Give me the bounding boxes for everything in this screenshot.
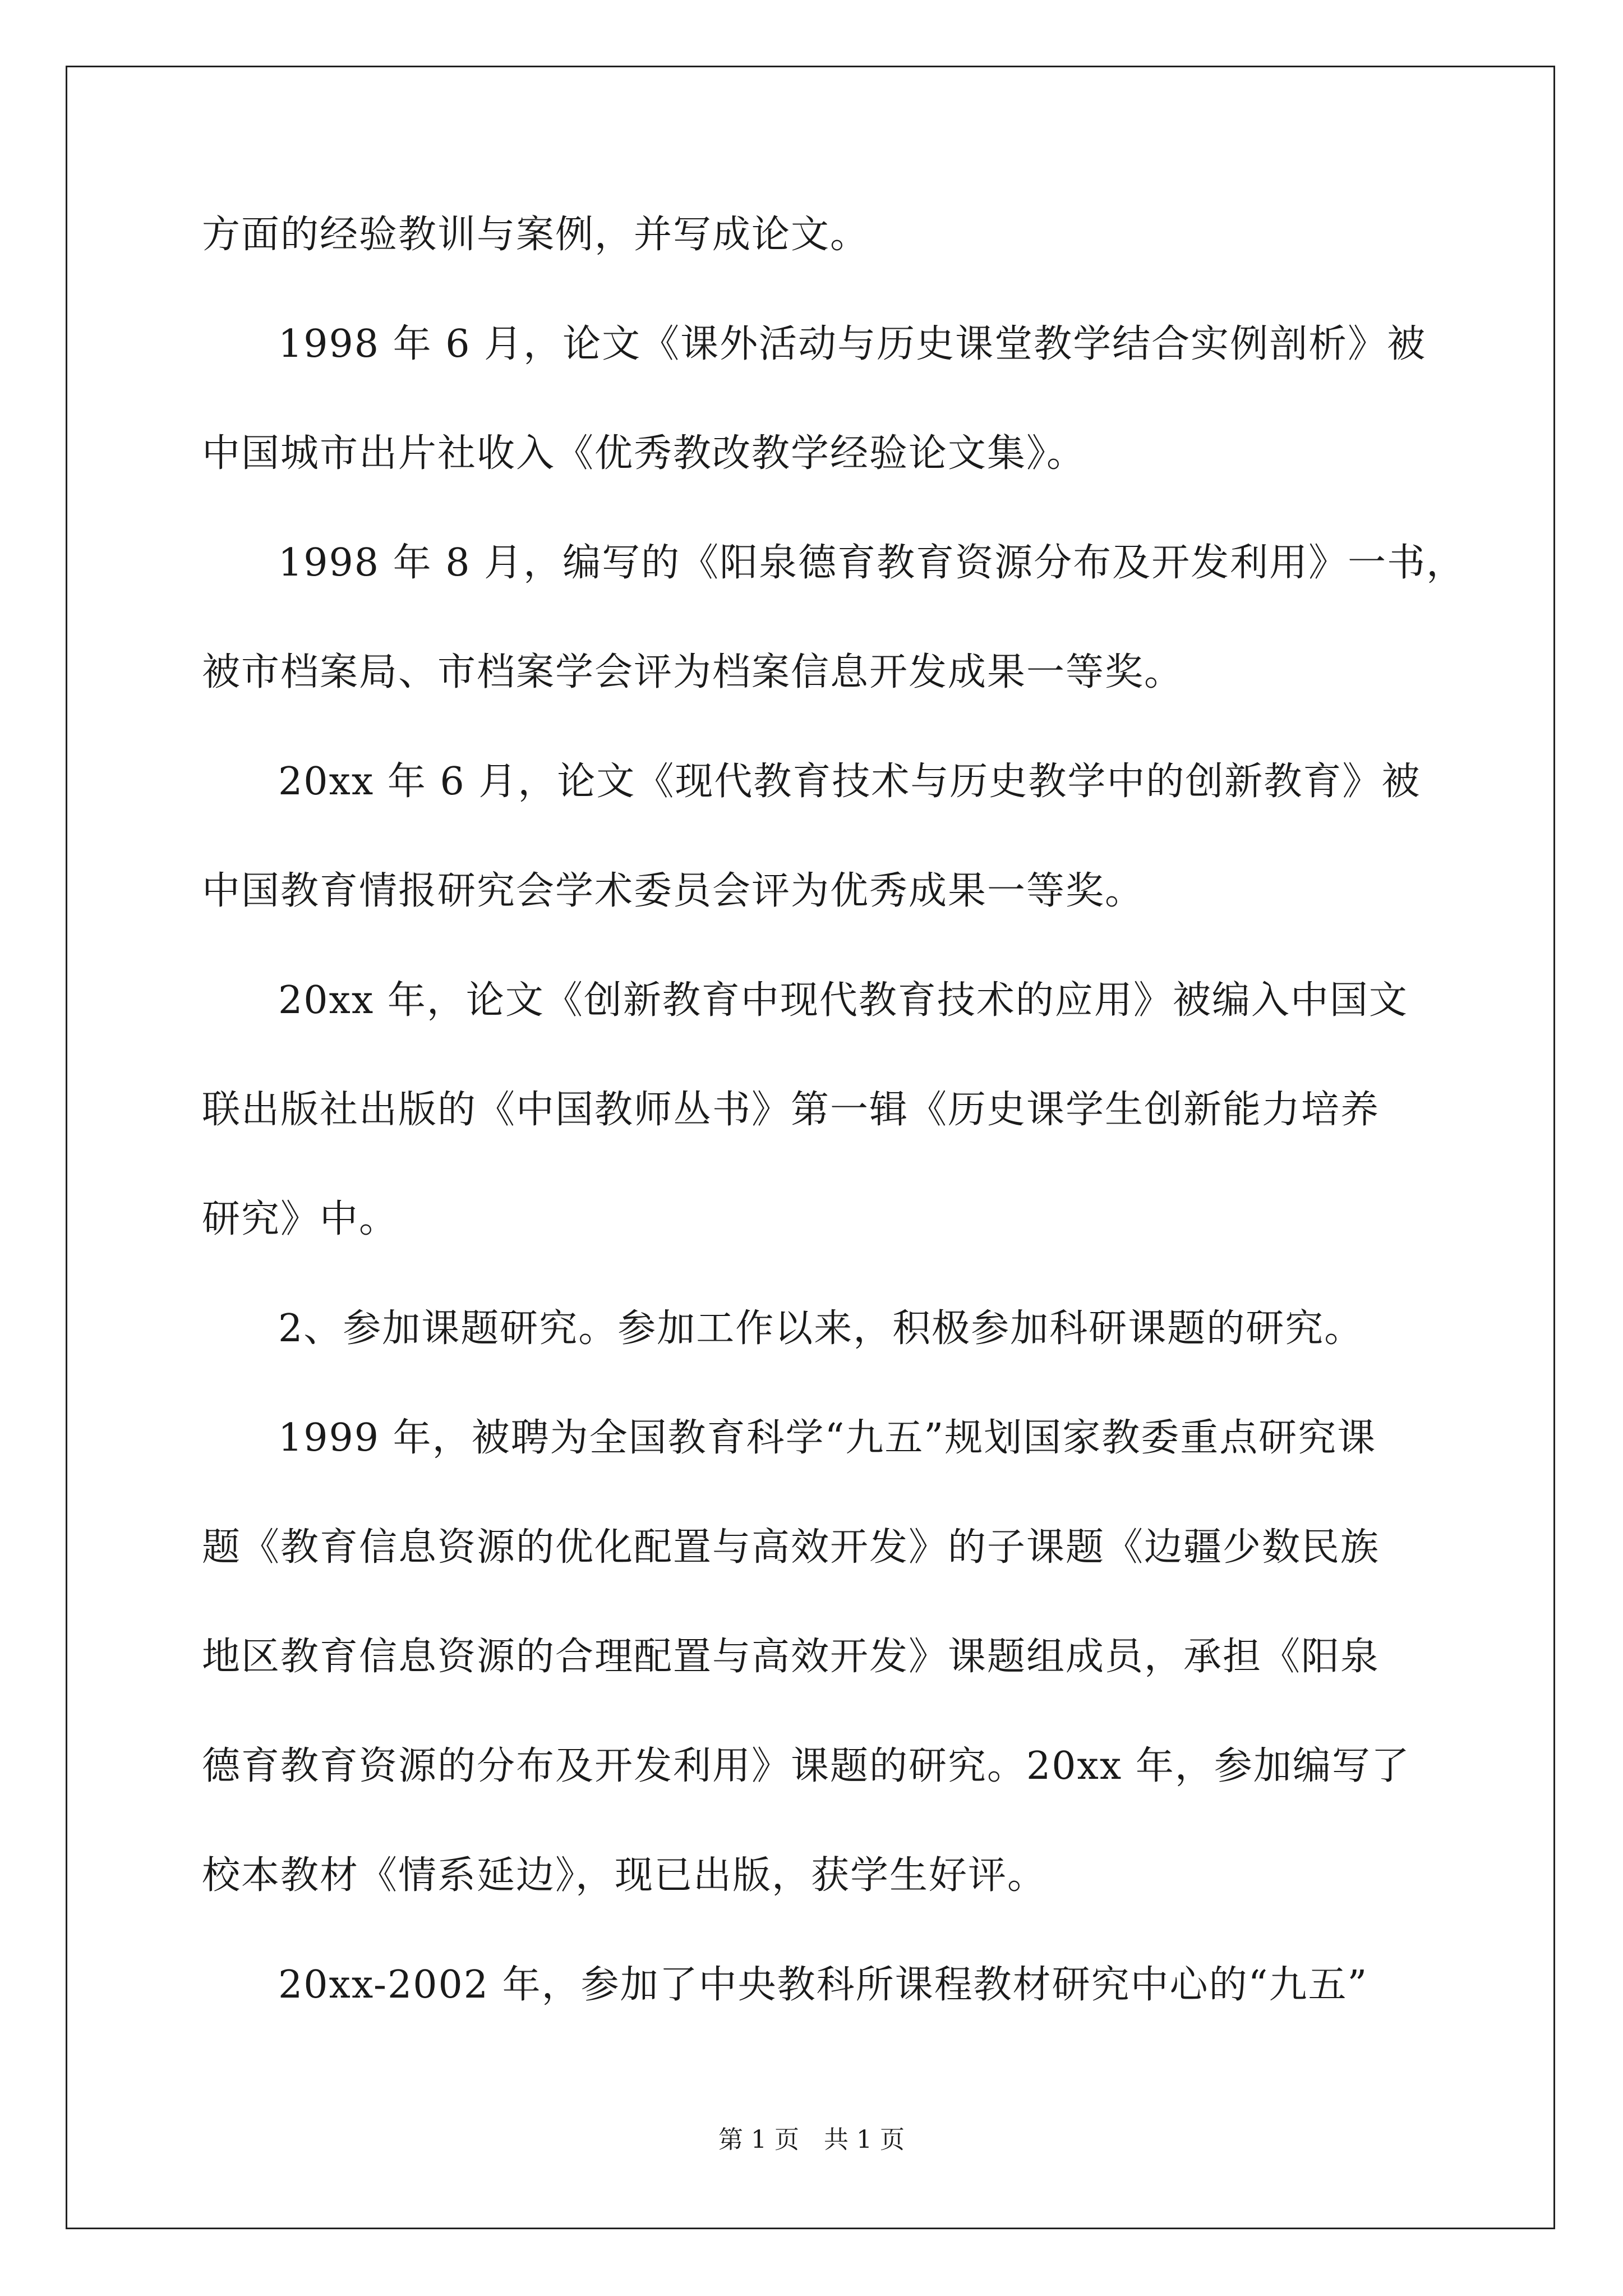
text-line: 1998 年 8 月，编写的《阳泉德育教育资源分布及开发利用》一书， bbox=[278, 541, 1466, 585]
text-line: 德育教育资源的分布及开发利用》课题的研究。20xx 年，参加编写了 bbox=[202, 1744, 1410, 1788]
text-line: 20xx-2002 年，参加了中央教科所课程教材研究中心的“九五” bbox=[278, 1963, 1368, 2007]
page-footer: 第 1 页 共 1 页 bbox=[718, 2125, 905, 2154]
text-line: 方面的经验教训与案例，并写成论文。 bbox=[202, 213, 870, 257]
text-line: 20xx 年，论文《创新教育中现代教育技术的应用》被编入中国文 bbox=[278, 978, 1408, 1023]
text-line: 中国城市出片社收入《优秀教改教学经验论文集》。 bbox=[202, 431, 1086, 476]
text-line: 地区教育信息资源的合理配置与高效开发》课题组成员，承担《阳泉 bbox=[202, 1635, 1380, 1679]
document-body bbox=[202, 208, 1466, 2013]
text-line: 1999 年，被聘为全国教育科学“九五”规划国家教委重点研究课 bbox=[278, 1416, 1377, 1460]
text-line: 2、参加课题研究。参加工作以来，积极参加科研课题的研究。 bbox=[278, 1306, 1364, 1351]
text-line: 研究》中。 bbox=[202, 1197, 399, 1241]
text-line: 联出版社出版的《中国教师丛书》第一辑《历史课学生创新能力培养 bbox=[202, 1088, 1380, 1132]
text-line: 20xx 年 6 月，论文《现代教育技术与历史教学中的创新教育》被 bbox=[278, 760, 1421, 804]
text-line: 中国教育情报研究会学术委员会评为优秀成果一等奖。 bbox=[202, 869, 1145, 913]
text-line: 题《教育信息资源的优化配置与高效开发》的子课题《边疆少数民族 bbox=[202, 1525, 1380, 1570]
text-line: 1998 年 6 月，论文《课外活动与历史课堂教学结合实例剖析》被 bbox=[278, 322, 1427, 366]
text-line: 被市档案局、市档案学会评为档案信息开发成果一等奖。 bbox=[202, 650, 1184, 694]
text-line: 校本教材《情系延边》，现已出版，获学生好评。 bbox=[202, 1853, 1047, 1898]
